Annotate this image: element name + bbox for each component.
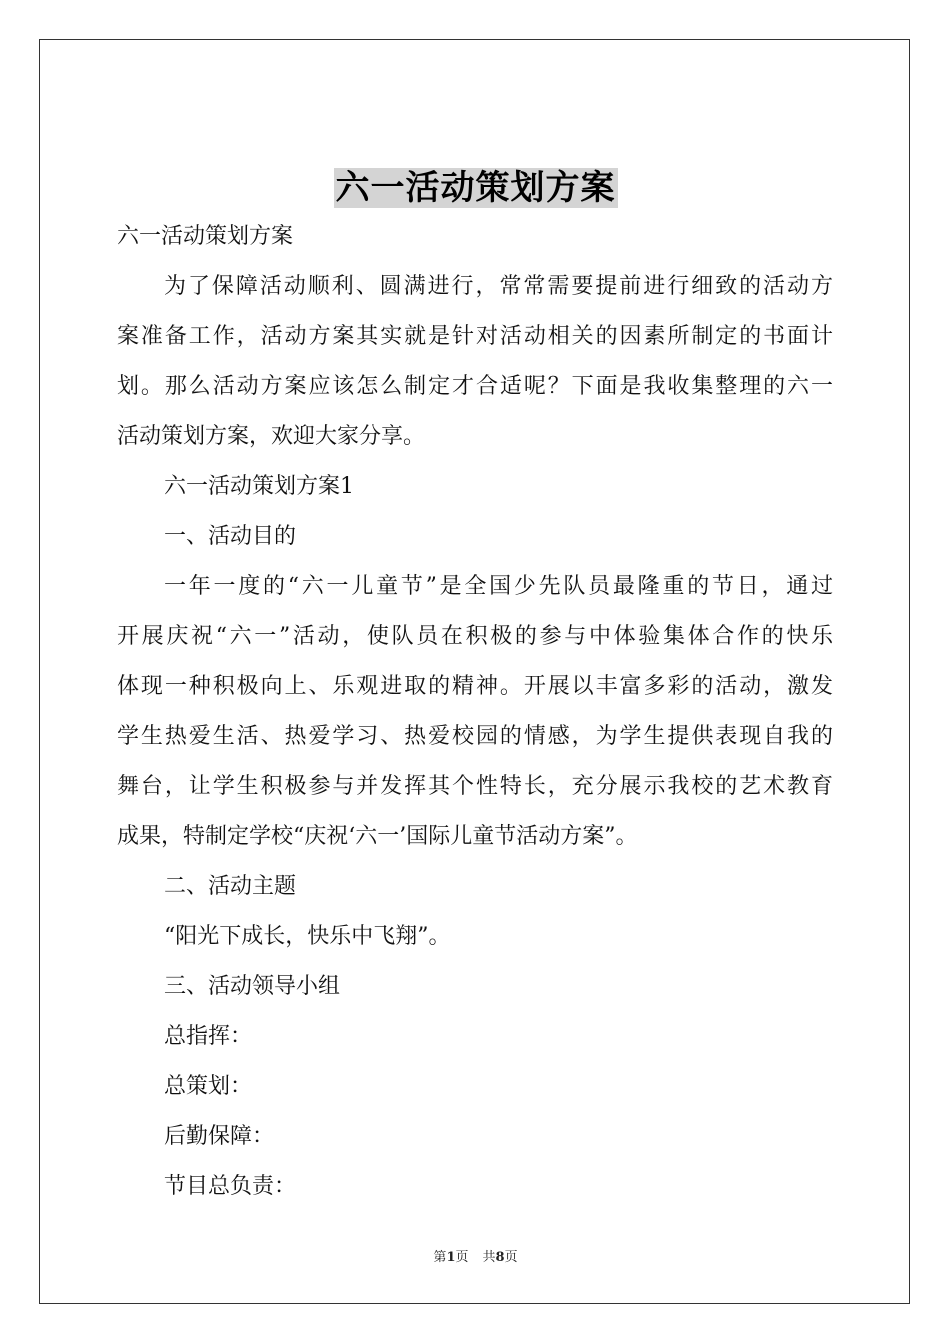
paragraph-line: 成果，特制定学校“庆祝‘六一’国际儿童节活动方案”。 xyxy=(117,824,638,849)
section-heading: 二、活动主题 xyxy=(164,874,297,899)
paragraph-line: 划。那么活动方案应该怎么制定才合适呢？下面是我收集整理的六一 xyxy=(117,374,833,399)
list-item: 总策划： xyxy=(164,1074,253,1099)
total-prefix: 共 xyxy=(482,1250,496,1265)
paragraph-line: 舞台，让学生积极参与并发挥其个性特长，充分展示我校的艺术教育 xyxy=(117,774,833,799)
list-item: 后勤保障： xyxy=(164,1124,275,1149)
section-heading: 一、活动目的 xyxy=(164,524,297,549)
paragraph-line: 一年一度的“六一儿童节”是全国少先队员最隆重的节日，通过 xyxy=(164,574,833,599)
paragraph-line: 为了保障活动顺利、圆满进行，常常需要提前进行细致的活动方 xyxy=(164,274,833,299)
paragraph-line: 活动策划方案，欢迎大家分享。 xyxy=(117,424,426,449)
section-heading: 三、活动领导小组 xyxy=(164,974,341,999)
page-footer xyxy=(40,1246,911,1265)
total-suffix: 页 xyxy=(504,1250,518,1265)
paragraph-line: 体现一种积极向上、乐观进取的精神。开展以丰富多彩的活动，激发 xyxy=(117,674,833,699)
page-suffix: 页 xyxy=(455,1250,469,1265)
document-page xyxy=(39,39,910,1304)
subtitle-line: 六一活动策划方案 xyxy=(117,224,294,249)
list-item: 节目总负责： xyxy=(164,1174,297,1199)
list-item: 总指挥： xyxy=(164,1024,253,1049)
paragraph-line: 学生热爱生活、热爱学习、热爱校园的情感，为学生提供表现自我的 xyxy=(117,724,833,749)
paragraph-line: 案准备工作，活动方案其实就是针对活动相关的因素所制定的书面计 xyxy=(117,324,833,349)
paragraph-line: “阳光下成长，快乐中飞翔”。 xyxy=(164,924,451,949)
page-prefix: 第 xyxy=(433,1250,447,1265)
total-pages: 8 xyxy=(495,1250,505,1265)
title-container xyxy=(40,168,911,208)
page-number: 1 xyxy=(446,1250,456,1265)
paragraph-line: 开展庆祝“六一”活动，使队员在积极的参与中体验集体合作的快乐 xyxy=(117,624,833,649)
section-heading: 六一活动策划方案1 xyxy=(164,474,354,499)
document-body xyxy=(117,212,833,1212)
document-title: 六一活动策划方案 xyxy=(335,168,616,208)
